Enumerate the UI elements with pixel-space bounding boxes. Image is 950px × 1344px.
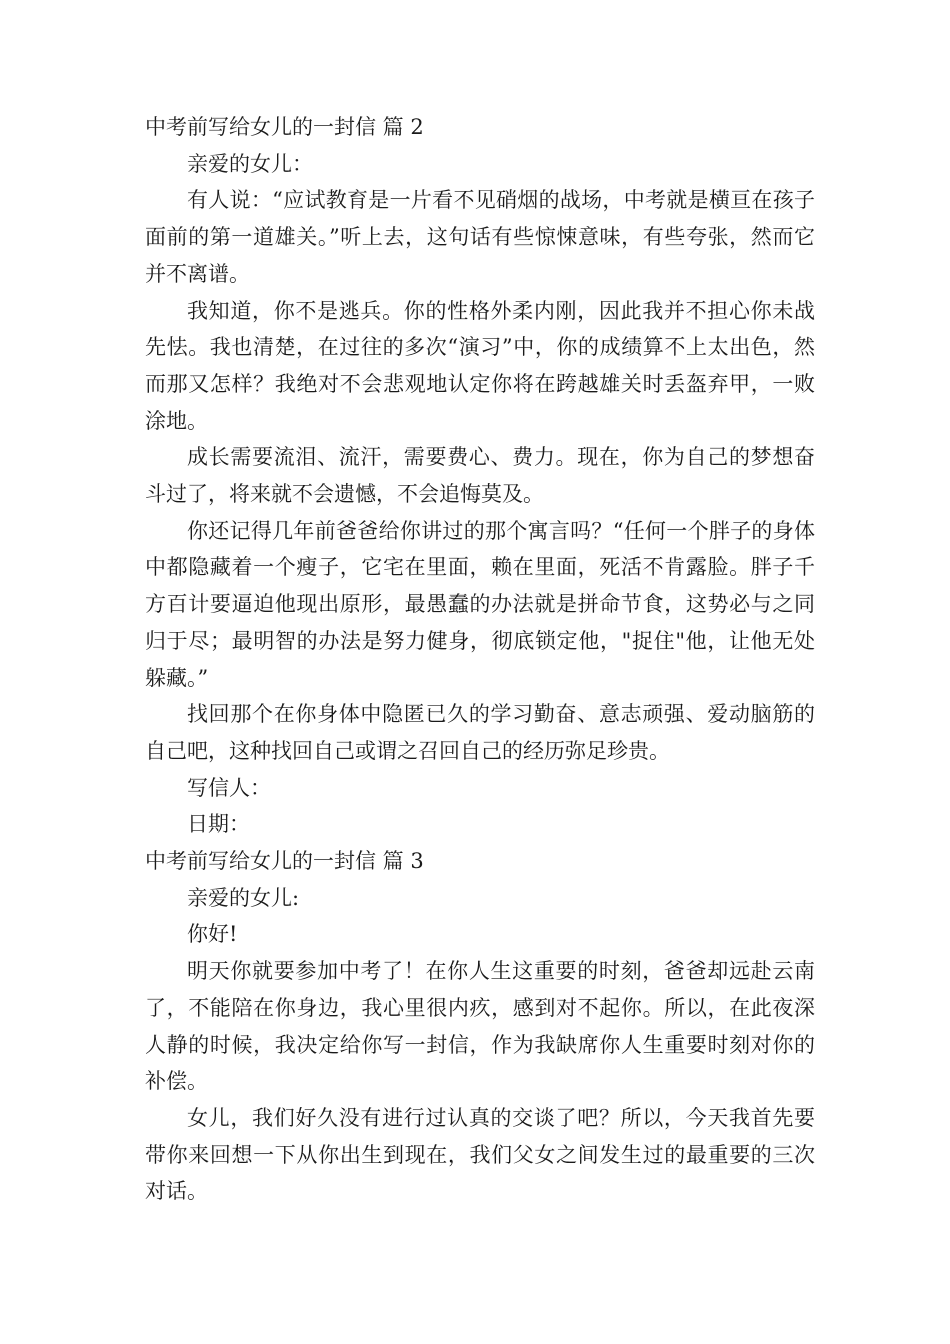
section-title: 中考前写给女儿的一封信 篇 3 [145,849,424,874]
body-paragraph: 成长需要流泪、流汗，需要费心、费力。现在，你为自己的梦想奋斗过了，将来就不会遗憾，不会追悔莫及。 [145,445,815,507]
body-paragraph: 女儿，我们好久没有进行过认真的交谈了吧？所以，今天我首先要带你来回想一下从你出生到现在，我们父女之间发生过的最重要的三次对话。 [145,1105,815,1204]
body-paragraph: 有人说：“应试教育是一片看不见硝烟的战场，中考就是横亘在孩子面前的第一道雄关。”听上去，这句话有些惊悚意味，有些夸张，然而它并不离谱。 [145,188,815,286]
document-body [145,109,815,1210]
date-line: 日期： [187,812,250,837]
salutation: 亲爱的女儿： [187,151,313,176]
body-paragraph: 你还记得几年前爸爸给你讲过的那个寓言吗？“任何一个胖子的身体中都隐藏着一个瘦子，它宅在里面，赖在里面，死活不肯露脸。胖子千方百计要逼迫他现出原形，最愚蠢的办法就是拼命节食，这势必与之同归于尽；最明智的办法是努力健身，彻底锁定他，"捉住"他，让他无处躲藏。” [145,518,815,690]
salutation: 亲爱的女儿: [187,885,300,910]
body-paragraph: 我知道，你不是逃兵。你的性格外柔内刚，因此我并不担心你未战先怯。我也清楚，在过往的多次“演习”中，你的成绩算不上太出色，然而那又怎样？我绝对不会悲观地认定你将在跨越雄关时丢盔弃甲，一败涂地。 [145,298,815,433]
body-paragraph: 明天你就要参加中考了！在你人生这重要的时刻，爸爸却远赴云南了，不能陪在你身边，我心里很内疚，感到对不起你。所以，在此夜深人静的时候，我决定给你写一封信，作为我缺席你人生重要时刻对你的补偿。 [145,959,815,1094]
body-paragraph: 找回那个在你身体中隐匿已久的学习勤奋、意志顽强、爱动脑筋的自己吧，这种找回自己或谓之召回自己的经历弥足珍贵。 [145,702,815,763]
greeting: 你好! [187,922,238,947]
signature-line: 写信人： [187,775,271,800]
section-title: 中考前写给女儿的一封信 篇 2 [145,115,424,139]
